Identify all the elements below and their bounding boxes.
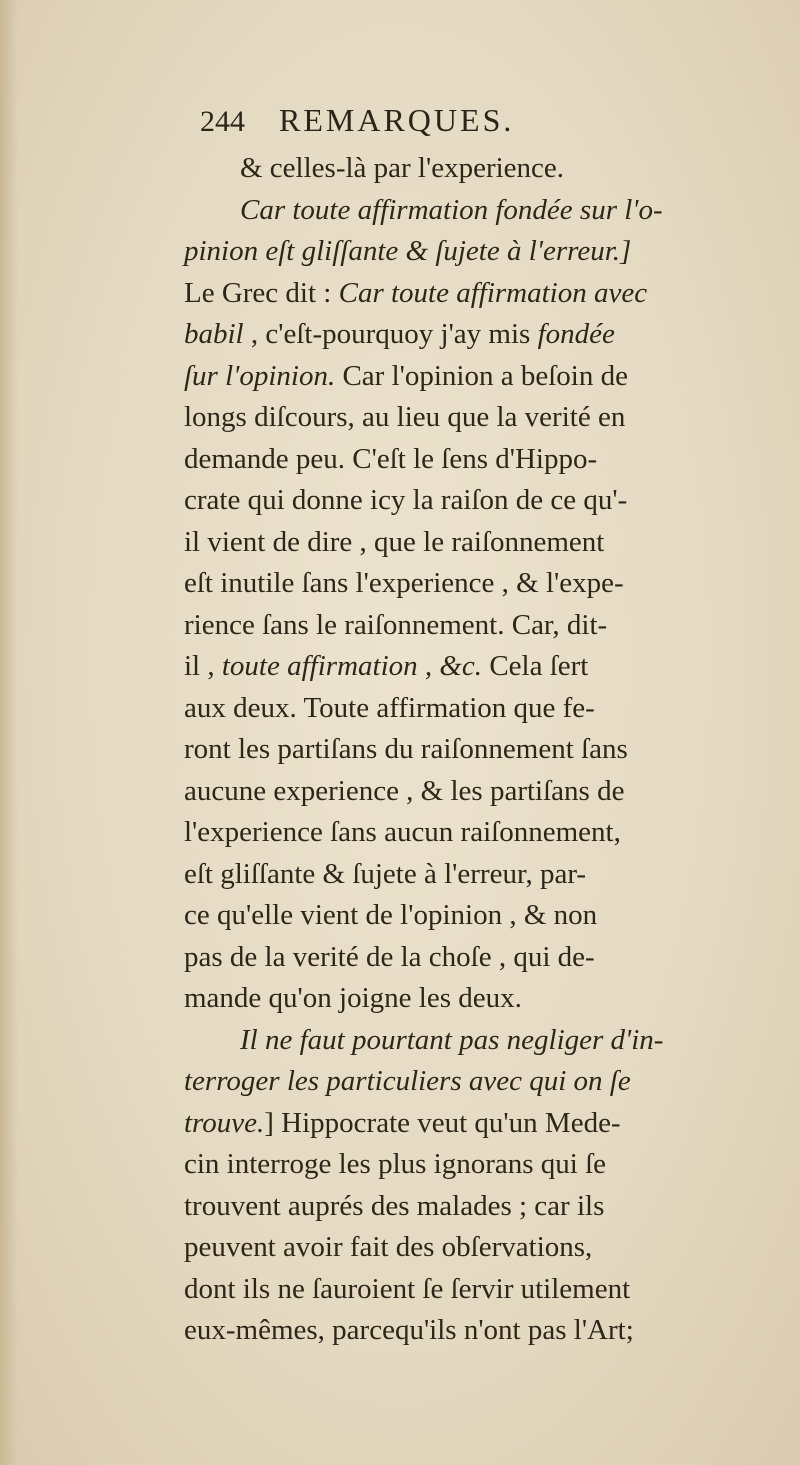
text-line: aucune experience , & les partiſans de bbox=[184, 774, 625, 807]
text-line bbox=[184, 314, 784, 356]
text-line bbox=[184, 356, 784, 398]
text-line bbox=[184, 1103, 784, 1145]
text-line: eſt gliſſante & ſujete à l'erreur, par- bbox=[184, 857, 587, 890]
text-line: dont ils ne ſauroient ſe ſervir utilement bbox=[184, 1272, 631, 1305]
text-line: rience ſans le raiſonnement. Car, dit- bbox=[184, 608, 608, 641]
text-line: ront les partiſans du raiſonnement ſans bbox=[184, 733, 628, 765]
text-line: aux deux. Toute affirmation que fe- bbox=[184, 691, 595, 724]
italic-run: Car toute affirmation avec bbox=[338, 276, 648, 309]
italic-run: babil bbox=[184, 318, 244, 350]
text-line: eux-mêmes, parcequ'ils n'ont pas l'Art; bbox=[184, 1314, 634, 1346]
roman-run: Cela ſert bbox=[482, 650, 589, 682]
roman-run: Le Grec dit : bbox=[184, 276, 339, 309]
text-line: longs diſcours, au lieu que la verité en bbox=[184, 401, 626, 433]
text-line bbox=[184, 646, 784, 688]
italic-run: toute affirmation , &c. bbox=[221, 650, 483, 682]
text-line: ce qu'elle vient de l'opinion , & non bbox=[184, 899, 598, 931]
text-line: peuvent avoir fait des obſervations, bbox=[184, 1231, 593, 1263]
text-line: cin interroge les plus ignorans qui ſe bbox=[184, 1148, 607, 1180]
text-line: demande peu. C'eſt le ſens d'Hippo- bbox=[184, 442, 598, 475]
italic-run: fondée bbox=[537, 318, 615, 350]
italic-run: ſur l'opinion. bbox=[184, 359, 336, 392]
text-line bbox=[184, 273, 784, 315]
roman-run: il , bbox=[184, 650, 222, 682]
text-line: trouvent auprés des malades ; car ils bbox=[184, 1189, 605, 1222]
text-line: il vient de dire , que le raiſonnement bbox=[184, 525, 605, 558]
roman-run: ] Hippocrate veut qu'un Mede- bbox=[264, 1106, 621, 1139]
text-line: terroger les particuliers avec qui on ſe bbox=[184, 1065, 631, 1097]
text-line: & celles-là par l'experience. bbox=[240, 152, 565, 184]
text-line: Car toute affirmation fondée sur l'o- bbox=[240, 193, 663, 226]
text-line: crate qui donne icy la raiſon de ce qu'- bbox=[184, 484, 628, 516]
text-line: Il ne faut pourtant pas negliger d'in- bbox=[240, 1023, 664, 1056]
text-line: mande qu'on joigne les deux. bbox=[184, 982, 522, 1014]
roman-run: , c'eſt-pourquoy j'ay mis bbox=[243, 318, 538, 350]
page-number: 244 bbox=[200, 105, 245, 138]
running-head: REMARQUES. bbox=[279, 102, 515, 138]
text-line: pas de la verité de la choſe , qui de- bbox=[184, 940, 595, 973]
text-line: pinion eſt gliſſante & ſujete à l'erreur.] bbox=[184, 235, 632, 267]
page-header bbox=[200, 102, 660, 152]
roman-run: Car l'opinion a beſoin de bbox=[335, 359, 628, 392]
text-line: l'experience ſans aucun raiſonnement, bbox=[184, 816, 621, 848]
body-text bbox=[184, 148, 784, 1352]
italic-run: trouve. bbox=[184, 1106, 265, 1139]
text-line: eſt inutile ſans l'experience , & l'expe- bbox=[184, 567, 624, 599]
